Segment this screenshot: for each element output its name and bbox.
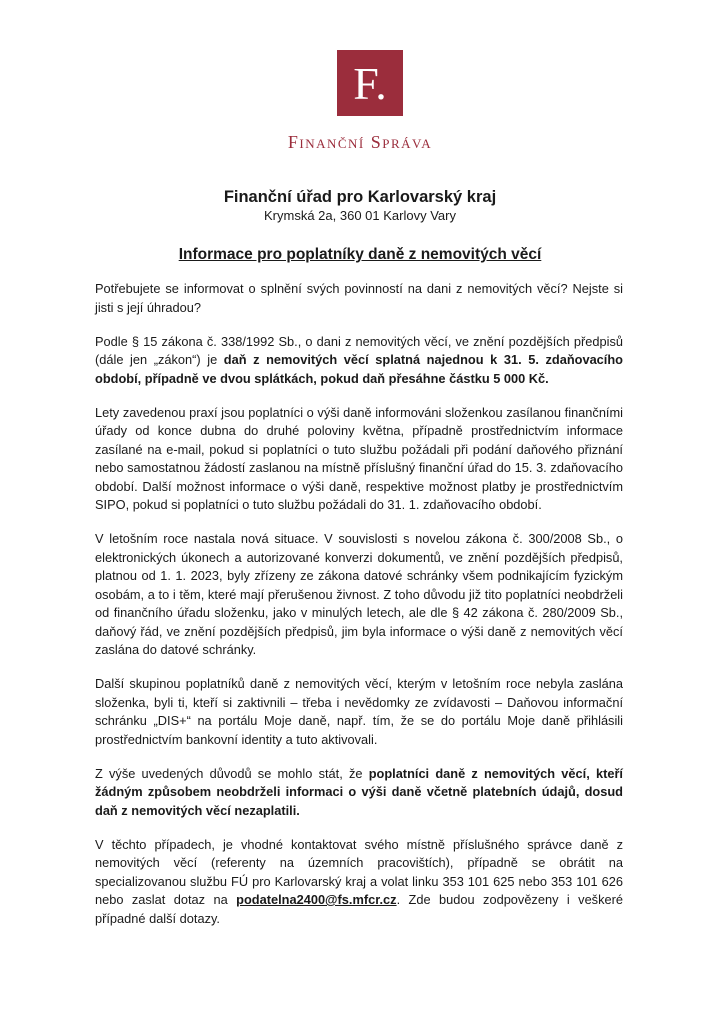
- paragraph-6-bold: poplatníci daně z nemovitých věcí, kteří žádným způsobem neobdrželi informaci o výši daně včetně platebních údajů, dosud daň z nemovitých věcí nezaplatili.: [95, 765, 623, 818]
- paragraph-3: Lety zavedenou praxí jsou poplatníci o výši daně informováni složenkou zasílanou finančními úřady od konce dubna do druhé poloviny května, případně prostřednictvím informace zasílané na e-mail, pokud si poplatníci o tuto službu požádali při podání daňového přiznání nebo samostatnou žádostí zaslanou na místně příslušný finanční úřad do 15. 3. zdaňovacího období. Další možnost informace o výši daně, respektive možnost platby je prostřednictvím SIPO, pokud si poplatníci o tuto službu požádali do 31. 1. zdaňovacího období.: [95, 404, 623, 512]
- paragraph-5: Další skupinou poplatníků daně z nemovitých věcí, kterým v letošním roce nebyla zaslána složenka, byli ti, kteří si zaktivnili – třeba i nevědomky ze zvídavosti – Daňovou informační schránku „DIS+“ na portálu Moje daně, např. tím, že se do portálu Moje daně přihlásili prostřednictvím bankovní identity a tuto aktivovali.: [95, 676, 623, 747]
- brand-initial-s: S: [370, 132, 383, 152]
- paragraph-2-bold: daň z nemovitých věcí splatná najednou k 31. 5. zdaňovacího období, případně ve dvou splátkách, pokud daň přesáhne částku 5 000 Kč.: [95, 352, 623, 386]
- brand-word-2-rest: PRÁVA: [382, 136, 433, 151]
- office-address: Krymská 2a, 360 01 Karlovy Vary: [264, 208, 456, 223]
- paragraph-7-end: . Zde budou zodpovězeny i veškeré případné další dotazy.: [95, 892, 623, 926]
- paragraph-6-text: Z výše uvedených důvodů se mohlo stát, že: [95, 765, 369, 781]
- document-body: [95, 280, 623, 944]
- brand-name: [0, 132, 720, 153]
- logo-letter: F.: [353, 58, 387, 109]
- paragraph-1: Potřebujete se informovat o splnění svých povinností na dani z nemovitých věcí? Nejste si jisti s její úhradou?: [95, 281, 623, 315]
- brand-word-1-rest: INANČNÍ: [299, 136, 365, 151]
- paragraph-7-text: V těchto případech, je vhodné kontaktovat svého místně příslušného správce daně z nemovitých věcí (referenty na územních pracovištích), případně se obrátit na specializovanou službu FÚ pro Karlovarský kraj a volat linku 353 101 625 nebo 353 101 626 nebo zaslat dotaz na: [95, 836, 623, 907]
- document-title: Informace pro poplatníky daně z nemovitých věcí: [178, 246, 542, 263]
- email-link[interactable]: podatelna2400@fs.mfcr.cz: [236, 892, 397, 907]
- paragraph-6: [95, 765, 623, 821]
- office-name: Finanční úřad pro Karlovarský kraj: [223, 188, 497, 206]
- paragraph-2: [95, 333, 623, 389]
- paragraph-4: V letošním roce nastala nová situace. V souvislosti s novelou zákona č. 300/2008 Sb., o elektronických úkonech a autorizované konverzi dokumentů, ve znění pozdějších předpisů, platnou od 1. 1. 2023, byly zřízeny ze zákona datové schránky všem podnikajícím fyzickým osobám, a to i těm, které mají přerušenou živnost. Z toho důvodu již tito poplatníci neobdrželi od finančního úřadu složenku, jako v minulých letech, ale dle § 42 zákona č. 280/2009 Sb., daňový řád, ve znění pozdějších předpisů, jim byla informace o výši daně z nemovitých věcí zaslána do datové schránky.: [95, 531, 623, 657]
- paragraph-2-text: Podle § 15 zákona č. 338/1992 Sb., o dani z nemovitých věcí, ve znění pozdějších předpisů (dále jen „zákon“) je: [95, 333, 623, 367]
- financni-sprava-logo: [337, 50, 403, 116]
- brand-initial-f: F: [287, 132, 300, 152]
- paragraph-7: [95, 836, 623, 929]
